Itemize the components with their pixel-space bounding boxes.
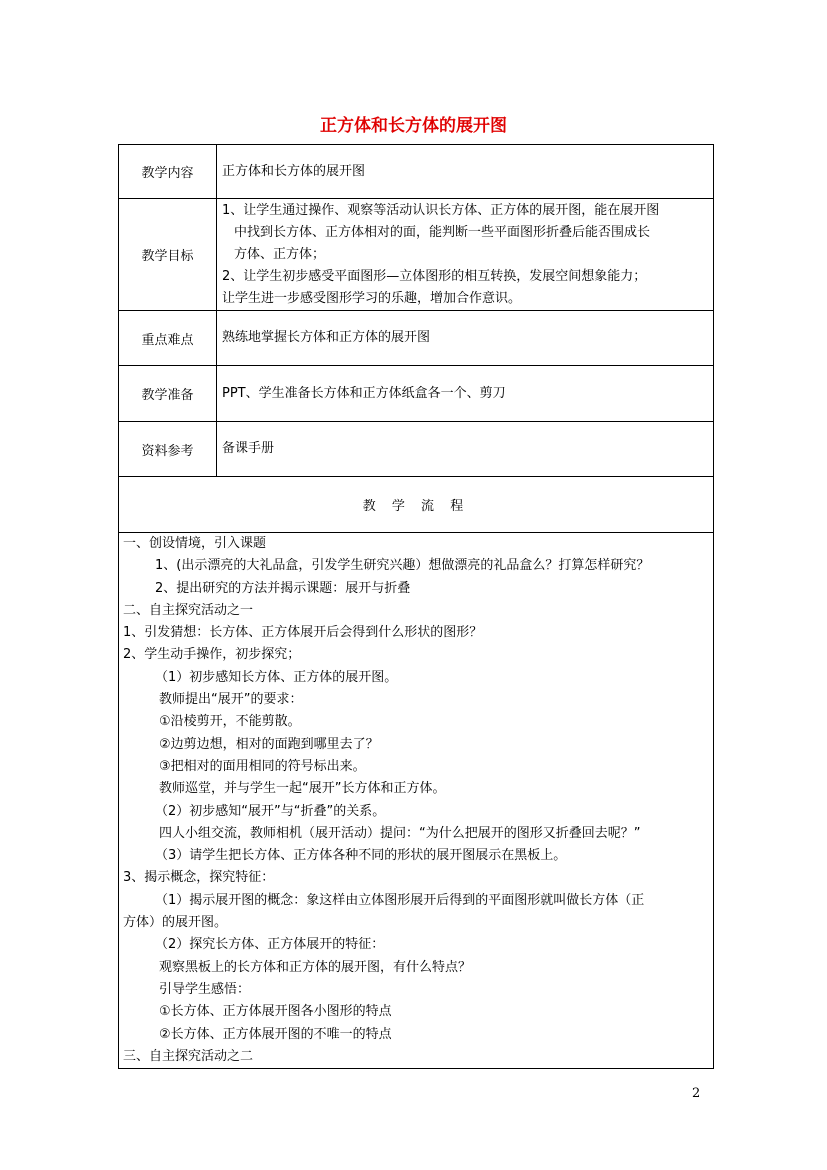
flow-line: 2、学生动手操作，初步探究； [123,647,301,663]
row-label-preparation: 教学准备 [119,366,217,422]
row-value-keypoints: 熟练地掌握长方体和正方体的展开图 [217,311,714,366]
row-value-content: 正方体和长方体的展开图 [217,145,714,199]
flow-line: ①沿棱剪开，不能剪散。 [159,714,301,730]
table-row [119,145,714,199]
objective-line: 2、让学生初步感受平面图形—立体图形的相互转换，发展空间想象能力； [222,268,647,284]
flow-line: 观察黑板上的长方体和正方体的展开图，有什么特点？ [159,959,472,975]
row-label-objectives: 教学目标 [119,199,217,311]
row-value-objectives [217,199,714,311]
page-title: 正方体和长方体的展开图 [320,116,507,136]
flow-line: 二、自主探究活动之一 [123,602,254,618]
row-value-reference: 备课手册 [217,422,714,477]
flow-line: 一、创设情境，引入课题 [123,536,267,551]
flow-line: （2）探究长方体、正方体展开的特征： [155,937,385,953]
table-row [119,199,714,311]
flow-line: ①长方体、正方体展开图各小图形的特点 [159,1004,392,1020]
flow-heading: 教 学 流 程 [119,477,714,533]
table-row [119,366,714,422]
flow-line: 教师巡堂，并与学生一起“展开”长方体和正方体。 [159,781,446,797]
flow-line: 1、引发猜想：长方体、正方体展开后会得到什么形状的图形？ [123,625,483,641]
flow-line: 三、自主探究活动之二 [123,1048,254,1064]
objective-line: 中找到长方体、正方体相对的面，能判断一些平面图形折叠后能否围成长 [234,224,651,240]
table-row [119,311,714,366]
objective-line: 方体、正方体； [234,246,326,262]
table-row [119,533,714,1069]
objective-line: 让学生进一步感受图形学习的乐趣，增加合作意识。 [222,290,522,306]
row-label-keypoints: 重点难点 [119,311,217,366]
flow-line: （1）揭示展开图的概念：象这样由立体图形展开后得到的平面图形就叫做长方体（正 [155,892,645,908]
page-number: 2 [692,1086,701,1101]
flow-line: ②边剪边想，相对的面跑到哪里去了？ [159,736,379,752]
flow-line: （2）初步感知“展开”与“折叠”的关系。 [155,803,386,819]
flow-line: ③把相对的面用相同的符号标出来。 [159,758,366,774]
objective-line: 1、让学生通过操作、观察等活动认识长方体、正方体的展开图，能在展开图 [222,202,660,218]
flow-line: ②长方体、正方体展开图的不唯一的特点 [159,1026,392,1042]
row-label-content: 教学内容 [119,145,217,199]
flow-body [119,533,714,1069]
row-value-preparation: PPT、学生准备长方体和正方体纸盒各一个、剪刀 [217,366,714,422]
table-row [119,422,714,477]
table-row [119,477,714,533]
flow-line: （3）请学生把长方体、正方体各种不同的形状的展开图展示在黑板上。 [155,848,567,864]
flow-line: 引导学生感悟： [159,981,251,997]
flow-line: 2、提出研究的方法并揭示课题：展开与折叠 [155,580,411,596]
flow-line: 方体）的展开图。 [123,915,228,931]
flow-line: 四人小组交流，教师相机（展开活动）提问：“为什么把展开的图形又折叠回去呢？” [159,825,641,841]
flow-line: （1）初步感知长方体、正方体的展开图。 [155,669,398,685]
row-label-reference: 资料参考 [119,422,217,477]
flow-line: 3、揭示概念，探究特征： [123,870,275,886]
lesson-plan-table [118,144,714,1069]
flow-line: 1、(出示漂亮的大礼品盒，引发学生研究兴趣）想做漂亮的礼品盒么？打算怎样研究？ [155,558,650,574]
flow-line: 教师提出“展开”的要求： [159,692,303,708]
